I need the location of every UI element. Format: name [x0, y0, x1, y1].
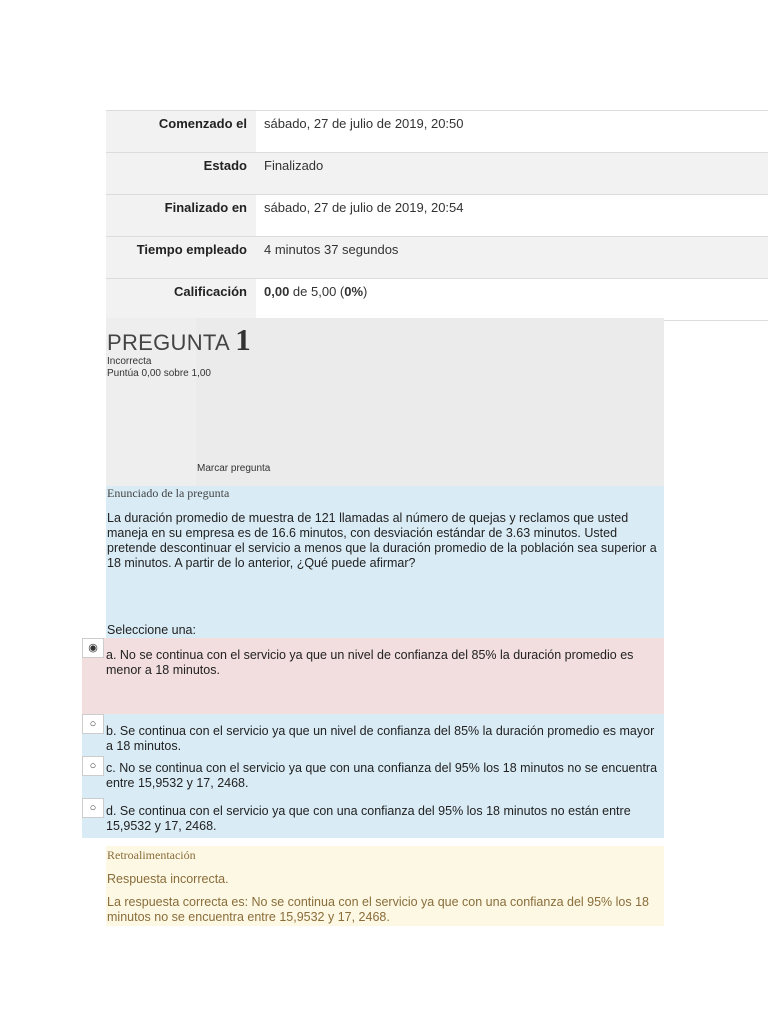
summary-row-grade [106, 279, 768, 321]
statement-title: Enunciado de la pregunta [107, 486, 230, 500]
answer-option-d[interactable] [82, 798, 664, 838]
answer-option-b[interactable] [82, 714, 664, 756]
answer-option-a[interactable] [82, 638, 664, 714]
radio-empty-icon[interactable]: ○ [82, 714, 104, 734]
grade-score: 0,00 [264, 284, 290, 299]
grade-mid: de 5,00 ( [289, 284, 345, 299]
summary-value: sábado, 27 de julio de 2019, 20:54 [256, 195, 768, 236]
flag-question-link[interactable]: Marcar pregunta [197, 463, 271, 474]
answer-text: c. No se continua con el servicio ya que con una confianza del 95% los 18 minutos no se encuentra entre 15,9532 y 17, 2468. [106, 761, 658, 790]
answer-text: a. No se continua con el servicio ya que un nivel de confianza del 85% la duración promedio es menor a 18 minutos. [106, 648, 634, 677]
question-grade: Puntúa 0,00 sobre 1,00 [107, 368, 211, 379]
attempt-summary-table [106, 110, 768, 321]
summary-row-finished [106, 195, 768, 237]
question-state: Incorrecta [107, 356, 152, 367]
feedback-panel [106, 846, 664, 926]
radio-empty-icon[interactable]: ○ [82, 756, 104, 776]
summary-value: Finalizado [256, 153, 768, 194]
summary-label: Comenzado el [106, 111, 256, 152]
question-info-inner [196, 318, 664, 486]
grade-percent: 0% [344, 284, 364, 299]
feedback-title: Retroalimentación [107, 848, 196, 862]
summary-row-started [106, 111, 768, 153]
question-info-panel [106, 318, 664, 486]
summary-row-time [106, 237, 768, 279]
radio-selected-icon[interactable]: ◉ [82, 638, 104, 658]
summary-value [256, 279, 768, 320]
answer-text: b. Se continua con el servicio ya que un nivel de confianza del 85% la duración promedio es mayor a 18 minutos. [106, 724, 655, 753]
summary-row-state [106, 153, 768, 195]
question-formulation [106, 486, 664, 638]
question-number-heading [107, 322, 251, 358]
feedback-result: Respuesta incorrecta. [107, 872, 229, 886]
summary-label: Finalizado en [106, 195, 256, 236]
question-text: La duración promedio de muestra de 121 llamadas al número de quejas y reclamos que usted maneja en su empresa es de 16.6 minutos, con desviación estándar de 3.63 minutos. Usted pretende descontinuar el servicio a menos que la duración promedio de la población sea superior a 18 minutos. A partir de lo anterior, ¿Qué puede afirmar? [107, 511, 657, 570]
grade-end: ) [363, 284, 368, 299]
question-number: 1 [235, 322, 252, 357]
summary-value: sábado, 27 de julio de 2019, 20:50 [256, 111, 768, 152]
summary-value: 4 minutos 37 segundos [256, 237, 768, 278]
summary-label: Estado [106, 153, 256, 194]
question-heading-word: PREGUNTA [107, 330, 229, 355]
radio-empty-icon[interactable]: ○ [82, 798, 104, 818]
answer-options [82, 638, 664, 838]
feedback-correct-answer: La respuesta correcta es: No se continua con el servicio ya que con una confianza del 95% los 18 minutos no se encuentra entre 15,9532 y 17, 2468. [107, 895, 649, 924]
summary-label: Tiempo empleado [106, 237, 256, 278]
answer-text: d. Se continua con el servicio ya que con una confianza del 95% los 18 minutos no están entre 15,9532 y 17, 2468. [106, 804, 631, 833]
answer-option-c[interactable] [82, 756, 664, 798]
select-one-prompt: Seleccione una: [107, 623, 196, 637]
summary-label: Calificación [106, 279, 256, 320]
